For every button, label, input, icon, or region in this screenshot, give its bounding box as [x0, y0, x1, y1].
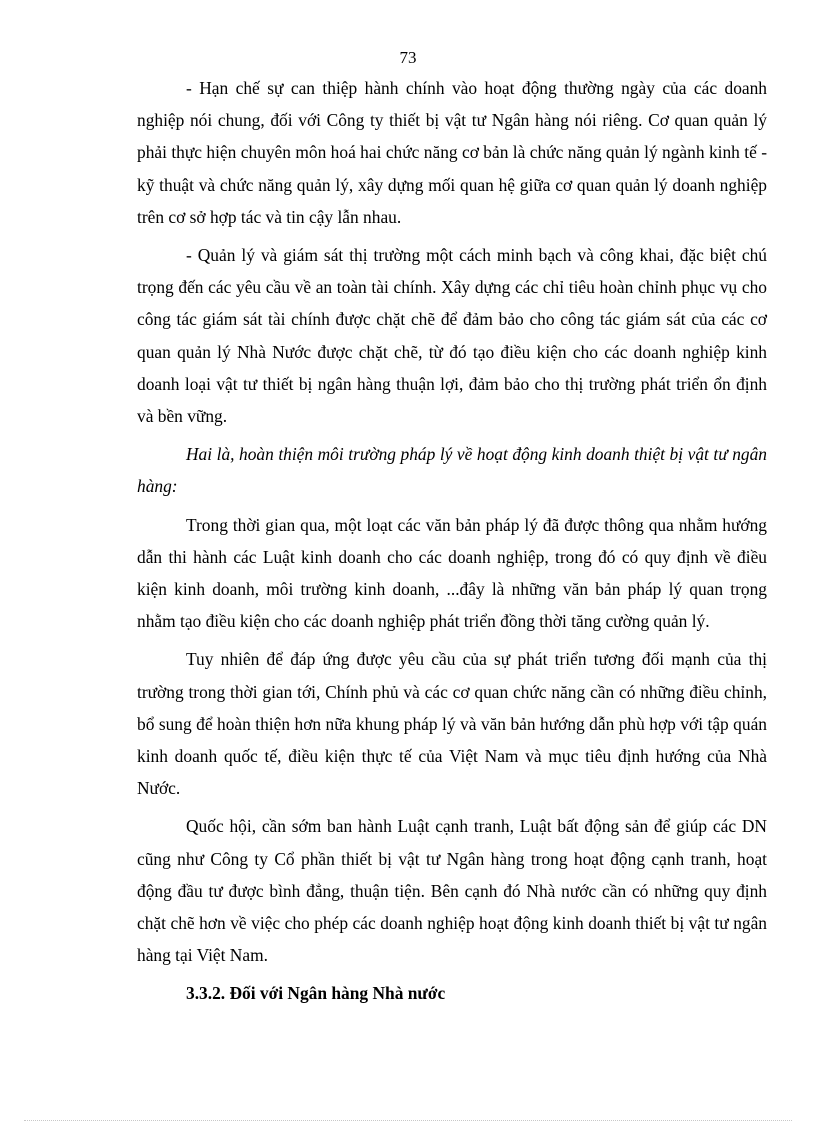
section-heading: 3.3.2. Đối với Ngân hàng Nhà nước: [186, 983, 446, 1004]
paragraph-market-supervision: - Quản lý và giám sát thị trường một cách minh bạch và công khai, đặc biệt chú trọng đến các yêu cầu về an toàn tài chính. Xây dựng các chỉ tiêu hoàn chỉnh phục vụ cho công tác giám sát tài chính được chặt chẽ để đảm bảo cho công tác giám sát của các cơ quan quản lý Nhà Nước được chặt chẽ, từ đó tạo điều kiện cho các doanh nghiệp kinh doanh loại vật tư thiết bị ngân hàng thuận lợi, đảm bảo cho thị trường phát triển ổn định và bền vững.: [137, 245, 767, 427]
paragraph-adjustments: Tuy nhiên để đáp ứng được yêu cầu của sự phát triển tương đối mạnh của thị trường trong thời gian tới, Chính phủ và các cơ quan chức năng cần có những điều chỉnh, bổ sung để hoàn thiện hơn nữa khung pháp lý và văn bản hướng dẫn phù hợp với tập quán kinh doanh quốc tế, điều kiện thực tế của Việt Nam và mục tiêu định hướng của Nhà Nước.: [137, 649, 767, 799]
paragraph-legal-documents: Trong thời gian qua, một loạt các văn bản pháp lý đã được thông qua nhằm hướng dẫn thi hành các Luật kinh doanh cho các doanh nghiệp, trong đó có quy định về điều kiện kinh doanh, môi trường kinh doanh, ...đây là những văn bản pháp lý quan trọng nhằm tạo điều kiện cho các doanh nghiệp phát triển đồng thời tăng cường quản lý.: [137, 514, 767, 632]
paragraph-national-assembly: Quốc hội, cần sớm ban hành Luật cạnh tranh, Luật bất động sản để giúp các DN cũng như Công ty Cổ phần thiết bị vật tư Ngân hàng trong hoạt động cạnh tranh, hoạt động đầu tư được bình đẳng, thuận tiện. Bên cạnh đó Nhà nước cần có những quy định chặt chẽ hơn về việc cho phép các doanh nghiệp hoạt động kinh doanh thiết bị vật tư ngân hàng tại Việt Nam.: [137, 816, 767, 966]
paragraph-admin-intervention: - Hạn chế sự can thiệp hành chính vào hoạt động thường ngày của các doanh nghiệp nói chung, đối với Công ty thiết bị vật tư Ngân hàng nói riêng. Cơ quan quản lý phải thực hiện chuyên môn hoá hai chức năng cơ bản là chức năng quản lý ngành kinh tế - kỹ thuật và chức năng quản lý, xây dựng mối quan hệ giữa cơ quan quản lý doanh nghiệp trên cơ sở hợp tác và tin cậy lẫn nhau.: [137, 78, 767, 227]
page-number: 73: [399, 48, 417, 67]
paragraph-legal-environment-title: Hai là, hoàn thiện môi trường pháp lý về hoạt động kinh doanh thiệt bị vật tư ngân hàng:: [137, 444, 767, 497]
document-body: [137, 72, 767, 1009]
page-bottom-divider: [24, 1120, 792, 1121]
